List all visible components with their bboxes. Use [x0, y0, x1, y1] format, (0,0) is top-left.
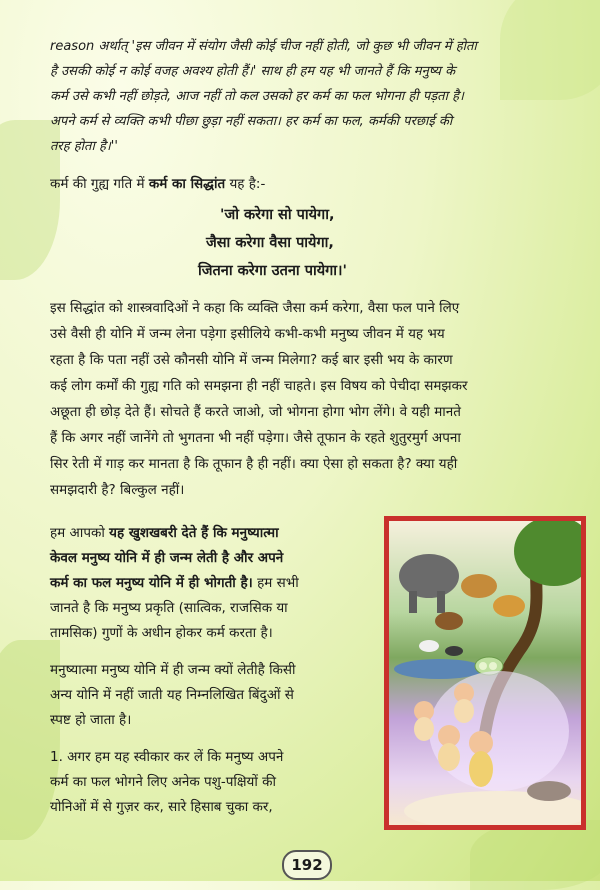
page-content [50, 34, 590, 503]
verse-line: 'जो करेगा सो पायेगा, [220, 207, 335, 223]
paragraph-line: समझदारी है? बिल्कुल नहीं। [50, 482, 185, 498]
tree-foliage [514, 521, 581, 586]
paragraph-line: 1. अगर हम यह स्वीकार कर लें कि मनुष्य अपने [50, 749, 284, 765]
paragraph-2 [50, 521, 376, 646]
pond-shape [394, 659, 484, 679]
paragraph-line [50, 521, 376, 546]
paragraph-line: स्पष्ट हो जाता है। [50, 712, 132, 728]
paragraph-line: कर्म का फल भोगने लिए अनेक पशु-पक्षियों की [50, 774, 277, 790]
quote-line: है उसकी कोई न कोई वजह अवश्य होती हैं।' साथ ही हम यह भी जानते हैं कि मनुष्य के [50, 64, 456, 79]
paragraph-bold: यह खुशखबरी देते हैं कि मनुष्यात्मा [109, 525, 279, 541]
quote-line: अपने कर्म से व्यक्ति कभी पीछा छुड़ा नहीं सकता। हर कर्म का फल, कर्मकी परछाई की [50, 114, 453, 129]
background-leaf [470, 820, 600, 890]
paragraph-line: तामसिक) गुणों के अधीन होकर कर्म करता है। [50, 625, 273, 641]
quote-line: reason अर्थात् 'इस जीवन में संयोग जैसी कोई चीज नहीं होती, जो कुछ भी जीवन में होता [50, 39, 477, 54]
paragraph-line: इस सिद्धांत को शास्त्रवादिओं ने कहा कि व्यक्ति जैसा कर्म करेगा, वैसा फल पाने लिए [50, 300, 460, 316]
paragraph-line: अन्य योनि में नहीं जाती यह निम्नलिखित बिंदुओं से [50, 687, 294, 703]
illustration-image [389, 521, 581, 825]
page-number: 192 [282, 850, 332, 880]
paragraph-line: हैं कि अगर नहीं जानेंगे तो भुगतना भी नहीं पड़ेगा। जैसे तूफान के रहते शुतुरमुर्ग अपना [50, 430, 461, 446]
paragraph-line: उसे वैसी ही योनि में जन्म लेना पड़ेगा इसीलिये कभी-कभी मनुष्य जीवन में यह भय [50, 326, 445, 342]
quote-line: तरह होता है।'' [50, 139, 118, 154]
intro-bold: कर्म का सिद्धांत [148, 176, 226, 192]
intro-line [50, 171, 590, 197]
paragraph-line: रहता है कि पता नहीं उसे कौनसी योनि में जन्म मिलेगा? कई बार इसी भय के कारण [50, 352, 453, 368]
paragraph-line: कई लोग कर्मों की गुह्य गति को समझना ही नहीं चाहते। इस विषय को पेचीदा समझकर [50, 378, 468, 394]
paragraph-4 [50, 745, 376, 820]
illustration-frame [384, 516, 586, 830]
deer-shape [461, 574, 497, 598]
paragraph-text: हम आपको [50, 525, 110, 541]
paragraph-bold: कर्म का फल मनुष्य योनि में ही भोगती है। [50, 575, 253, 591]
quote-line: कर्म उसे कभी नहीं छोड़ते, आज नहीं तो कल उसको हर कर्म का फल भोगना ही पड़ता है। [50, 89, 464, 104]
tiger-shape [493, 595, 525, 617]
intro-suffix: यह है:- [225, 176, 266, 192]
paragraph-line: योनिओं में से गुज़र कर, सारे हिसाब चुका कर, [50, 799, 273, 815]
quote-block [50, 34, 590, 159]
paragraph-line: सिर रेती में गाड़ कर मानता है कि तूफान है ही नहीं। क्या ऐसा हो सकता है? क्या यही [50, 456, 458, 472]
verse-block [198, 201, 590, 285]
verse-line: जितना करेगा उतना पायेगा।' [198, 263, 347, 279]
left-column [50, 521, 376, 832]
paragraph-line [50, 571, 376, 596]
animal-shape [435, 612, 463, 630]
elephant-shape [399, 554, 459, 598]
verse-line: जैसा करेगा वैसा पायेगा, [206, 235, 334, 251]
paragraph-bold: केवल मनुष्य योनि में ही जन्म लेती है और अपने [50, 550, 284, 566]
paragraph-line: जानते है कि मनुष्य प्रकृति (सात्विक, राजसिक या [50, 600, 288, 616]
paragraph-line [50, 546, 376, 571]
paragraph-3 [50, 658, 376, 733]
paragraph-1 [50, 295, 590, 503]
paragraph-line: मनुष्यात्मा मनुष्य योनि में ही जन्म क्यों लेतीहै किसी [50, 662, 296, 678]
paragraph-line: अछूता ही छोड़ देते हैं। सोचते हैं करते जाओ, जो भोगना होगा भोग लेंगे। वे यही मानते [50, 404, 461, 420]
paragraph-text: हम सभी [252, 575, 299, 591]
intro-prefix: कर्म की गुह्य गति में [50, 176, 149, 192]
